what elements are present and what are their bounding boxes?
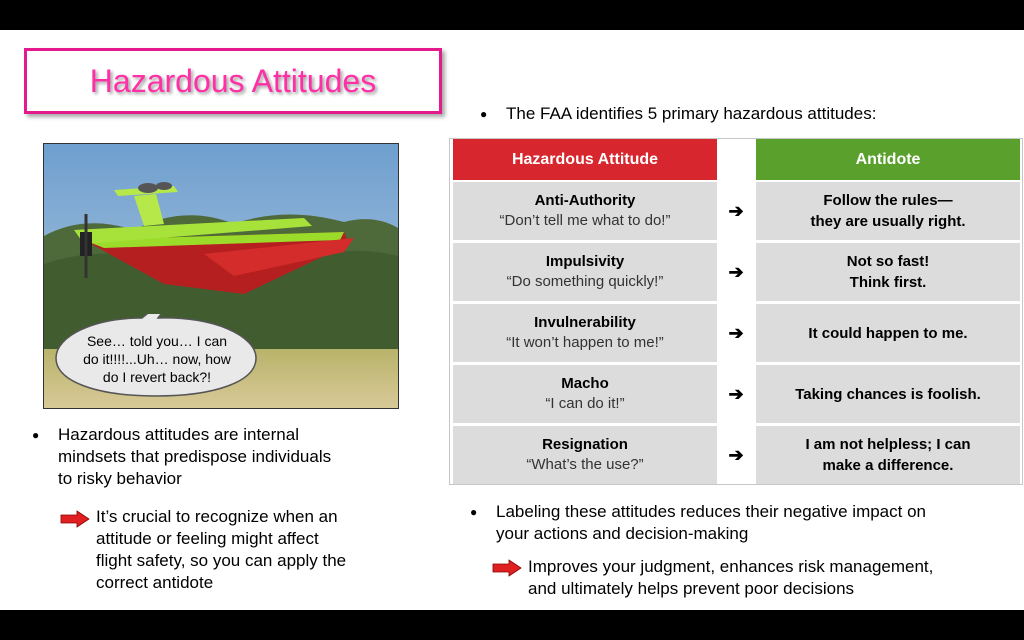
arrow-right-icon: ➔ [728,444,744,465]
attitude-quote: “I can do it!” [545,395,625,412]
attitude-cell [453,304,717,362]
right-sub-line: and ultimately helps prevent poor decisions [528,579,855,598]
antidote-cell [756,365,1020,423]
slide [0,30,1024,610]
intro-text: The FAA identifies 5 primary hazardous attitudes: [506,104,877,123]
antidote-line: It could happen to me. [808,324,968,342]
header-hazardous-attitude: Hazardous Attitude [453,139,717,180]
header-antidote: Antidote [756,139,1020,180]
table-row [450,365,1022,423]
attitude-quote: “It won’t happen to me!” [506,334,664,351]
attitude-cell [453,243,717,301]
attitude-name: Resignation [542,436,628,453]
title-box [24,48,442,114]
arrow-right-icon: ➔ [728,383,744,404]
slide-title: Hazardous Attitudes [89,62,377,99]
attitude-quote: “What’s the use?” [526,456,644,473]
attitude-cell [453,182,717,240]
hazardous-attitudes-table [449,138,1023,485]
left-bullet-line: Hazardous attitudes are internal [58,425,299,444]
left-sub-line: attitude or feeling might affect [96,529,319,548]
airplane-photo [43,143,399,409]
antidote-cell [756,243,1020,301]
bullet-dot: ● [470,505,478,519]
left-bullet-text [58,424,331,490]
antidote-line: Not so fast! [846,253,930,270]
attitude-cell [453,365,717,423]
table-row [450,182,1022,240]
attitude-quote: “Don’t tell me what to do!” [499,212,671,229]
top-letterbox-bar [0,0,1024,30]
antidote-line: Follow the rules— [823,192,953,209]
left-sub-line: flight safety, so you can apply the [96,551,347,570]
right-bullet-text [496,501,926,545]
antidote-line: Think first. [849,274,927,291]
arrow-right-icon: ➔ [728,261,744,282]
left-bullet-line: mindsets that predispose individuals [58,447,332,466]
attitude-name: Invulnerability [534,314,636,331]
antidote-line: make a difference. [822,457,954,474]
antidote-cell [756,426,1020,484]
red-arrow-icon [492,559,522,577]
right-sub-bullet [528,556,1014,600]
table-row [450,426,1022,484]
table-row [450,304,1022,362]
left-sub-bullet [96,506,416,594]
red-arrow-icon [60,510,90,528]
arrow-right-icon: ➔ [728,322,744,343]
antidote-line: I am not helpless; I can [805,436,971,453]
right-sub-line: Improves your judgment, enhances risk management, [528,557,934,576]
attitude-name: Macho [561,375,609,392]
bottom-letterbox-bar [0,610,1024,640]
bullet-dot: ● [32,428,40,442]
right-bullet-line: Labeling these attitudes reduces their negative impact on [496,502,926,521]
bullet-dot: ● [480,107,488,121]
arrow-right-icon: ➔ [728,200,744,221]
attitude-name: Anti-Authority [534,192,636,209]
attitude-cell [453,426,717,484]
attitude-name: Impulsivity [545,253,625,270]
left-sub-line: It’s crucial to recognize when an [96,507,338,526]
left-sub-line: correct antidote [96,573,214,592]
antidote-line: Taking chances is foolish. [795,385,981,403]
speech-bubble [54,314,258,398]
table-row [450,243,1022,301]
right-bullet-line: your actions and decision-making [496,524,749,543]
speech-bubble-text: See… told you… I can do it!!!!...Uh… now, how do I revert back?! [83,333,231,385]
antidote-line: they are usually right. [810,213,966,230]
left-bullet-line: to risky behavior [58,469,182,488]
antidote-cell [756,182,1020,240]
attitude-quote: “Do something quickly!” [506,273,664,290]
antidote-cell [756,304,1020,362]
